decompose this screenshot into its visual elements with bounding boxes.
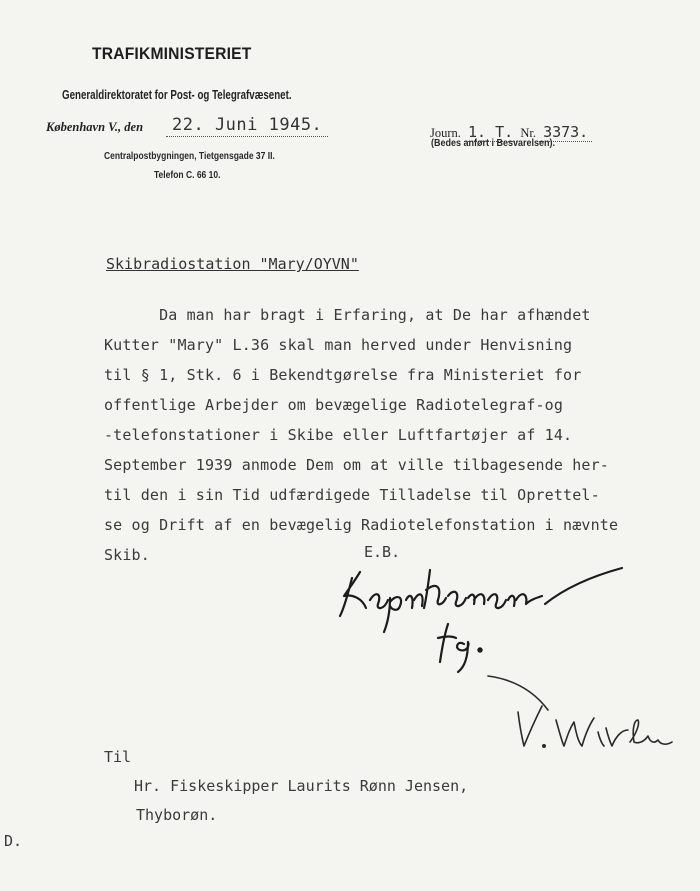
signature-secondary <box>478 670 678 760</box>
letterhead-organization: TRAFIKMINISTERIET <box>92 44 252 63</box>
body-line: offentlige Arbejder om bevægelige Radiotelegraf-og <box>104 396 564 414</box>
body-line: til den i sin Tid udfærdigede Tilladelse til Oprettel- <box>104 486 600 504</box>
body-line: September 1939 anmode Dem om at ville tilbagesende her- <box>104 456 609 474</box>
eb-initials: E.B. <box>364 543 401 561</box>
signature-main-text: Kaj Hansen <box>330 560 337 561</box>
journal-nr-label: Nr. <box>520 126 536 140</box>
journal-note: (Bedes anført i Besvarelsen). <box>431 138 556 149</box>
body-line: til § 1, Stk. 6 i Bekendtgørelse fra Ministeriet for <box>104 366 582 384</box>
recipient-to-label: Til <box>104 748 132 766</box>
letterhead-department: Generaldirektoratet for Post- og Telegrafvæsenet. <box>62 88 292 102</box>
signature-secondary-text: V. Wiler-Petersen <box>478 670 489 671</box>
letterhead-city: København V., den <box>46 120 144 134</box>
recipient-place: Thyborøn. <box>136 806 218 824</box>
recipient-name: Hr. Fiskeskipper Laurits Rønn Jensen, <box>134 777 469 795</box>
journal-value: 1. T. <box>464 123 517 142</box>
letterhead-address: Centralpostbygningen, Tietgensgade 37 II. <box>104 151 275 162</box>
body-line: Skib. <box>104 546 150 564</box>
signature-fg <box>430 618 520 678</box>
body-line: Kutter "Mary" L.36 skal man herved under Henvisning <box>104 336 573 354</box>
body-line: se og Drift af en bevægelig Radiotelefonstation i nævnte <box>104 516 619 534</box>
body-line: -telefonstationer i Skibe eller Luftfartøjer af 14. <box>104 426 573 444</box>
letter-date: 22. Juni 1945. <box>166 115 328 137</box>
letterhead-phone: Telefon C. 66 10. <box>154 170 221 181</box>
journal-nr-value: 3373. <box>539 123 592 142</box>
footer-mark: D. <box>4 832 23 850</box>
body-line: Da man har bragt i Erfaring, at De har afhændet <box>104 306 591 324</box>
journal-label: Journ. <box>430 126 461 140</box>
letter-subject: Skibradiostation "Mary/OYVN" <box>106 255 359 273</box>
